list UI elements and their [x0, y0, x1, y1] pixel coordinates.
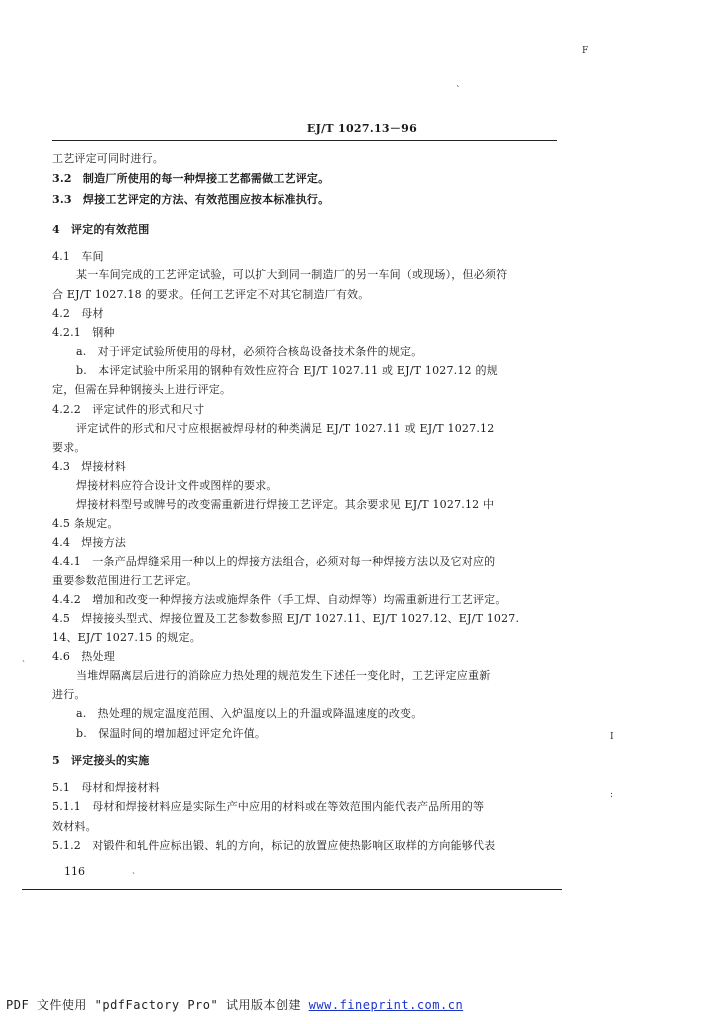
body-line: 定，但需在异种钢接头上进行评定。	[52, 383, 232, 396]
body-line: 工艺评定可同时进行。	[52, 152, 164, 165]
clause-4-4-1: 4.4.1 一条产品焊缝采用一种以上的焊接方法组合，必须对每一种焊接方法以及它对应的	[52, 555, 496, 568]
scan-speck: I	[610, 732, 614, 742]
body-line: 效材料。	[52, 820, 97, 833]
section-heading-5: 5 评定接头的实施	[52, 754, 150, 767]
body-line: 重要参数范围进行工艺评定。	[52, 574, 198, 587]
body-line: 要求。	[52, 441, 86, 454]
clause-4-1: 4.1 车间	[52, 250, 104, 263]
body-line: 当堆焊隔离层后进行的消除应力热处理的规范发生下述任一变化时，工艺评定应重新	[76, 669, 491, 682]
clause-3-2: 3.2 制造厂所使用的每一种焊接工艺都需做工艺评定。	[52, 172, 330, 185]
clause-5-1-1: 5.1.1 母材和焊接材料应是实际生产中应用的材料或在等效范围内能代表产品所用的等	[52, 800, 485, 813]
clause-4-5: 4.5 焊接接头型式、焊接位置及工艺参数参照 EJ/T 1027.11、EJ/T 1027.12、EJ/T 1027.	[52, 612, 520, 625]
clause-4-4: 4.4 焊接方法	[52, 536, 127, 549]
footer-rule	[22, 889, 562, 890]
body-line: 某一车间完成的工艺评定试验，可以扩大到同一制造厂的另一车间（或现场），但必须符	[76, 268, 508, 281]
scan-speck: F	[582, 46, 589, 56]
clause-4-3: 4.3 焊接材料	[52, 460, 127, 473]
pdf-watermark-footer	[6, 996, 463, 1013]
body-line: 合 EJ/T 1027.18 的要求。任何工艺评定不对其它制造厂有效。	[52, 288, 370, 301]
body-line: 14、EJ/T 1027.15 的规定。	[52, 631, 201, 644]
item-b: b. 本评定试验中所采用的钢种有效性应符合 EJ/T 1027.11 或 EJ/T 1027.12 的规	[76, 364, 498, 377]
body-line: 评定试件的形式和尺寸应根据被焊母材的种类满足 EJ/T 1027.11 或 EJ/T 1027.12	[76, 422, 495, 435]
clause-3-3: 3.3 焊接工艺评定的方法、有效范围应按本标准执行。	[52, 193, 330, 206]
header-rule	[52, 140, 557, 141]
scan-speck: ˎ	[132, 865, 135, 875]
body-line: 焊接材料型号或牌号的改变需重新进行焊接工艺评定。其余要求见 EJ/T 1027.12 中	[76, 498, 495, 511]
clause-5-1-2: 5.1.2 对锻件和轧件应标出锻、轧的方向，标记的放置应使热影响区取样的方向能够代表	[52, 839, 496, 852]
footer-link[interactable]: www.fineprint.com.cn	[308, 998, 464, 1012]
item-a: a. 对于评定试验所使用的母材，必须符合核岛设备技术条件的规定。	[76, 345, 423, 358]
page-number: 116	[64, 865, 85, 878]
clause-4-2: 4.2 母材	[52, 307, 104, 320]
standard-code: EJ/T 1027.13－96	[306, 122, 418, 135]
section-heading-4: 4 评定的有效范围	[52, 223, 150, 236]
body-line: 进行。	[52, 688, 86, 701]
item-b: b. 保温时间的增加超过评定允许值。	[76, 727, 267, 740]
scan-speck: ˋ	[456, 86, 461, 96]
clause-4-2-1: 4.2.1 钢种	[52, 326, 115, 339]
body-line: 4.5 条规定。	[52, 517, 119, 530]
clause-4-2-2: 4.2.2 评定试件的形式和尺寸	[52, 403, 205, 416]
clause-4-4-2: 4.4.2 增加和改变一种焊接方法或施焊条件（手工焊、自动焊等）均需重新进行工艺评定。	[52, 593, 507, 606]
item-a: a. 热处理的规定温度范围、入炉温度以上的升温或降温速度的改变。	[76, 707, 423, 720]
clause-4-6: 4.6 热处理	[52, 650, 115, 663]
body-line: 焊接材料应符合设计文件或图样的要求。	[76, 479, 278, 492]
clause-5-1: 5.1 母材和焊接材料	[52, 781, 160, 794]
footer-text: PDF 文件使用 "pdfFactory Pro" 试用版本创建	[6, 998, 309, 1012]
scan-speck: ˎ	[22, 653, 25, 663]
scan-speck: :	[610, 790, 614, 800]
